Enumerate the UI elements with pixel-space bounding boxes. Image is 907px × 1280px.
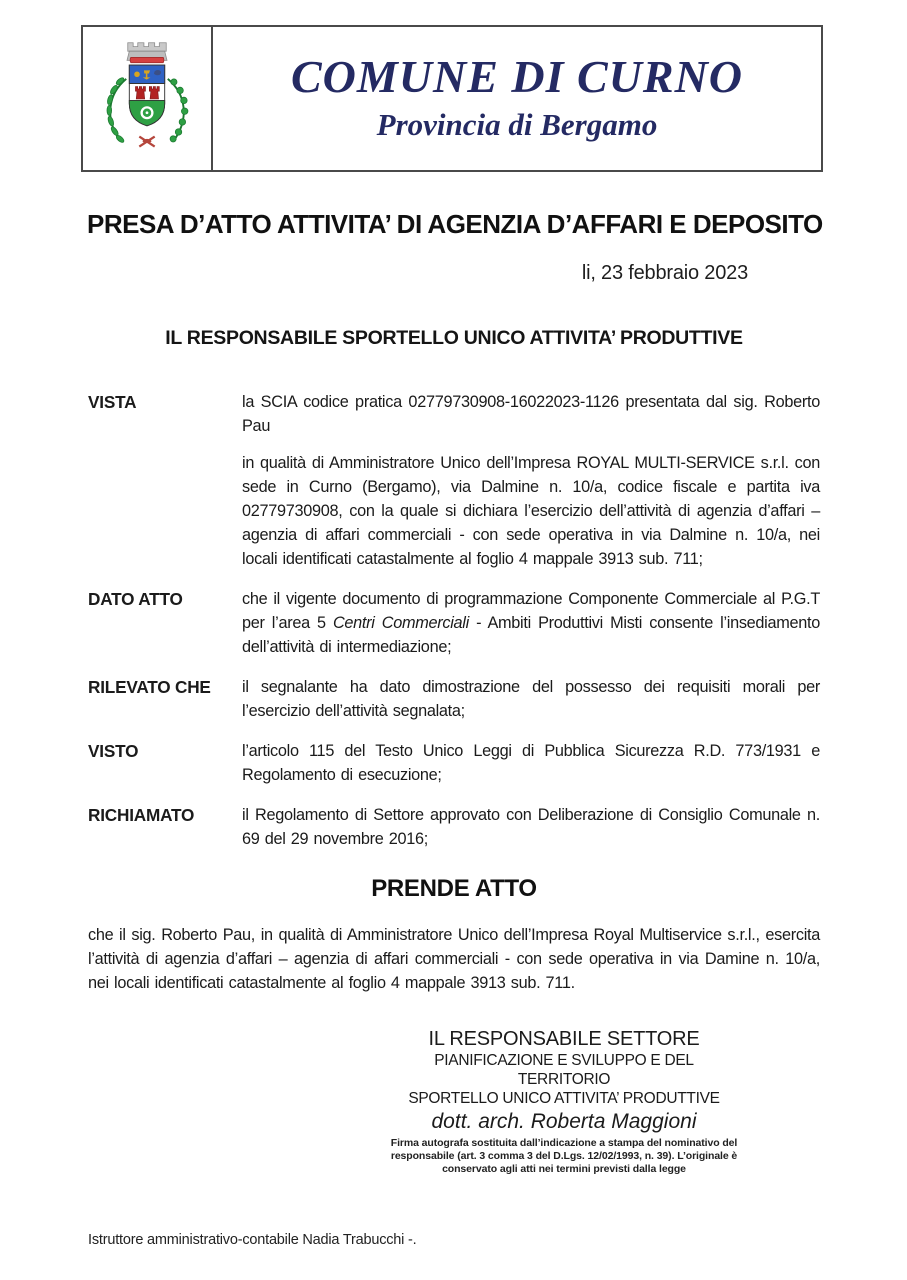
clause-body <box>242 739 820 787</box>
clause-row <box>88 390 820 571</box>
clause-label: RILEVATO CHE <box>88 677 211 697</box>
signature-disclaimer: Firma autografa sostituita dall’indicazione a stampa del nominativo del responsabile (art. 3 comma 3 del D.Lgs. 12/02/1993, n. 39). L’originale è conservato agli atti nei termini previsti dalla legge <box>390 1137 738 1175</box>
org-subtitle: Provincia di Bergamo <box>376 107 658 143</box>
signer-name: dott. arch. Roberta Maggioni <box>431 1110 697 1133</box>
org-cell <box>213 27 821 170</box>
org-name: COMUNE DI CURNO <box>290 50 744 102</box>
ribbon <box>139 137 154 147</box>
crest-cell <box>83 27 213 170</box>
clause-label: DATO ATTO <box>88 589 183 609</box>
clause-body <box>242 675 820 723</box>
resolution-paragraph: che il sig. Roberto Pau, in qualità di Amministratore Unico dell’Impresa Royal Multiservice s.r.l., esercita l’attività di agenzia d’affari – agenzia di affari commerciali - con sede operativa in via Damine n. 10/a, nei locali identificati catastalmente al foglio 4 mappale 3913 sub. 711. <box>88 926 820 992</box>
clause-list <box>88 390 820 851</box>
clause-paragraph: il segnalante ha dato dimostrazione del possesso dei requisiti morali per l’esercizio dell’attività segnalata; <box>242 678 820 720</box>
clause-row <box>88 675 820 723</box>
responsible-heading: IL RESPONSABILE SPORTELLO UNICO ATTIVITA’ PRODUTTIVE <box>165 327 743 349</box>
document-body <box>88 390 820 1263</box>
coat-of-arms-icon <box>97 31 197 166</box>
laurel-branch-left <box>107 76 127 143</box>
clause-label: VISTA <box>88 392 137 412</box>
signature-block <box>388 1027 740 1176</box>
clause-paragraph: il Regolamento di Settore approvato con Deliberazione di Consiglio Comunale n. 69 del 29 novembre 2016; <box>242 806 820 848</box>
signature-role-line2: PIANIFICAZIONE E SVILUPPO E DEL TERRITORIO <box>434 1052 694 1088</box>
clause-label: VISTO <box>88 741 139 761</box>
clause-paragraph: in qualità di Amministratore Unico dell’Impresa ROYAL MULTI-SERVICE s.r.l. con sede in Curno (Bergamo), via Dalmine n. 10/a, codice fiscale e partita iva 02779730908, con la quale si dichiara l’esercizio dell’attività di agenzia d’affari – agenzia di affari commerciali - con sede operativa in via Dalmine n. 10/a, nei locali identificati catastalmente al foglio 4 mappale 3913 sub. 711; <box>242 454 820 568</box>
clause-body <box>242 587 820 659</box>
clause-row <box>88 803 820 851</box>
clause-paragraph: che il vigente documento di programmazione Componente Commerciale al P.G.T per l’area 5 Centri Commerciali - Ambiti Produttivi Misti consente l’insediamento dell’attività di intermediazione; <box>242 590 821 656</box>
clause-body <box>242 390 820 571</box>
clause-label: RICHIAMATO <box>88 805 195 825</box>
clause-paragraph: l’articolo 115 del Testo Unico Leggi di Pubblica Sicurezza R.D. 773/1931 e Regolamento di esecuzione; <box>242 742 820 784</box>
clause-body <box>242 803 820 851</box>
signature-role-line1: IL RESPONSABILE SETTORE <box>428 1028 700 1050</box>
letterhead <box>81 25 823 172</box>
clause-row <box>88 587 820 659</box>
footer-note: Istruttore amministrativo-contabile Nadia Trabucchi -. <box>88 1232 417 1248</box>
crown <box>127 43 167 63</box>
clause-row <box>88 739 820 787</box>
oak-branch-right <box>168 79 188 142</box>
date-line: li, 23 febbraio 2023 <box>581 262 748 284</box>
document-title: PRESA D’ATTO ATTIVITA’ DI AGENZIA D’AFFARI E DEPOSITO <box>87 209 823 239</box>
signature-role-line3: SPORTELLO UNICO ATTIVITA’ PRODUTTIVE <box>408 1090 720 1107</box>
resolution-heading: PRENDE ATTO <box>371 875 537 902</box>
clause-paragraph: la SCIA codice pratica 02779730908-16022023-1126 presentata dal sig. Roberto Pau <box>242 393 820 435</box>
